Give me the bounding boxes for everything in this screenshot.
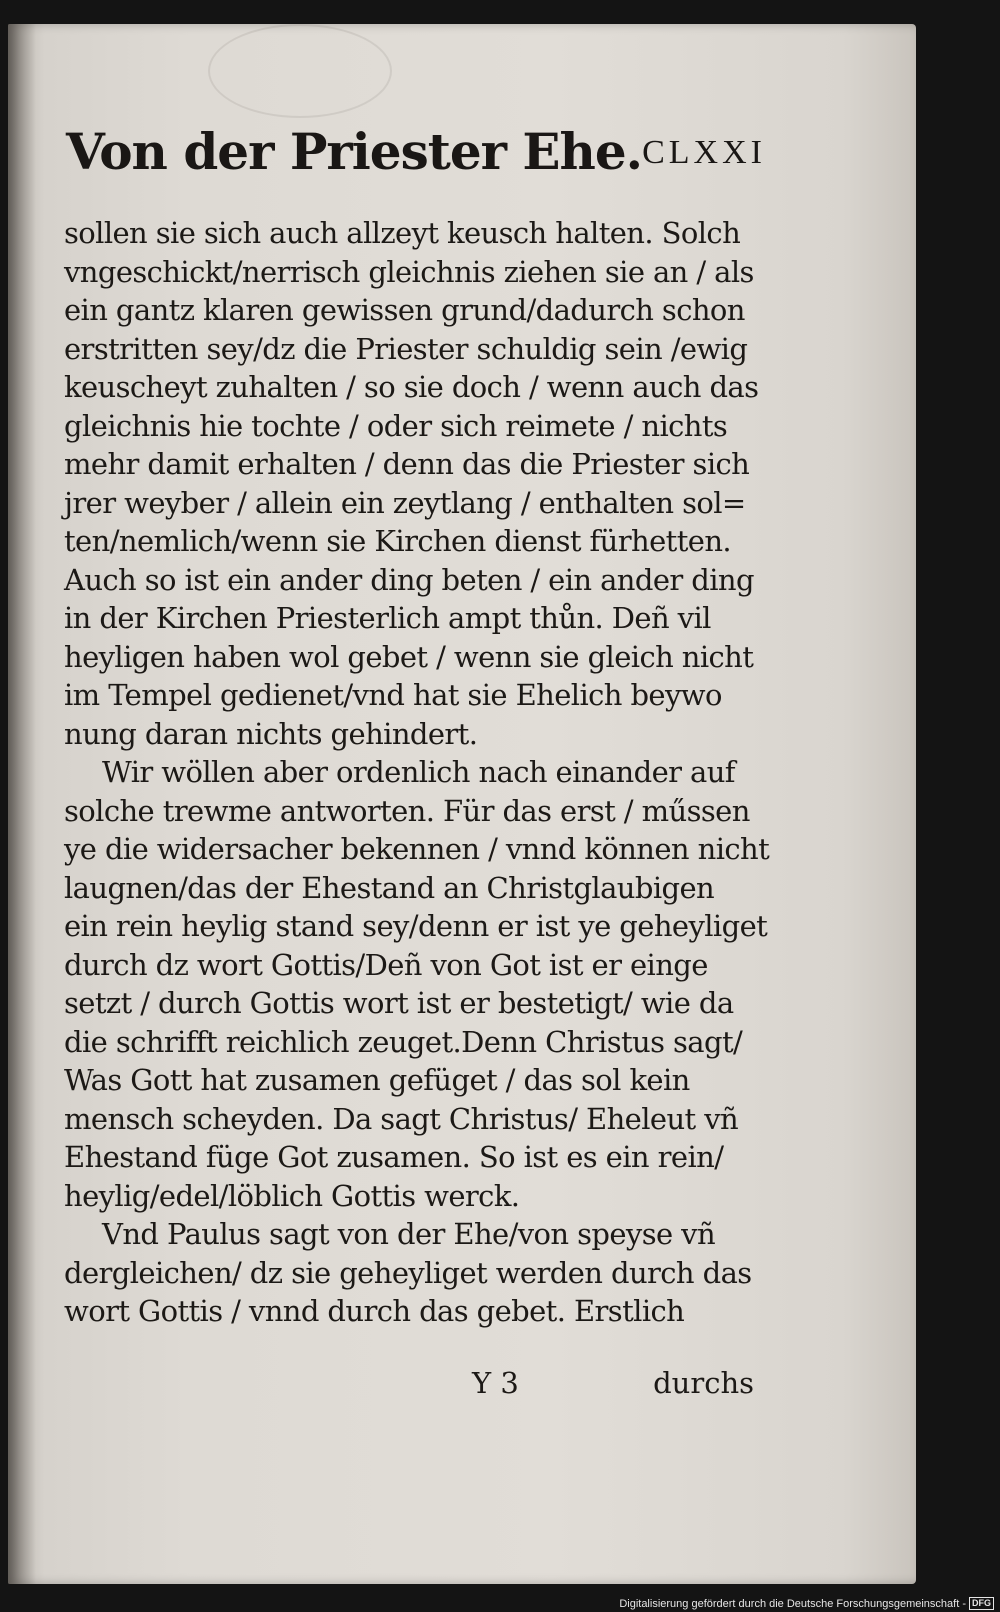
- text-line: jrer weyber / allein ein zeytlang / enthalten sol=: [64, 485, 746, 520]
- book-page: [8, 24, 916, 1584]
- text-line: Was Gott hat zusamen gefüget / das sol kein: [64, 1063, 690, 1097]
- text-line: wort Gottis / vnnd durch das gebet. Erstlich: [64, 1294, 685, 1328]
- text-line: keuscheyt zuhalten / so sie doch / wenn auch das: [64, 370, 759, 404]
- text-line: laugnen/das der Ehestand an Christglaubigen: [64, 870, 715, 905]
- text-line: Auch so ist ein ander ding beten / ein ander ding: [64, 562, 754, 597]
- text-line: ye die widersacher bekennen / vnnd können nicht: [64, 832, 770, 866]
- text-line: mensch scheyden. Da sagt Christus/ Eheleut vñ: [64, 1101, 739, 1136]
- text-line: ein rein heylig stand sey/denn er ist ye geheyliget: [64, 909, 768, 943]
- text-line: im Tempel gedienet/vnd hat sie Ehelich beywo: [64, 678, 722, 712]
- running-head: [66, 122, 766, 202]
- credit-text: Digitalisierung gefördert durch die Deutsche Forschungsgemeinschaft -: [619, 1597, 966, 1610]
- page-foot: [64, 1366, 754, 1406]
- text-line: dergleichen/ dz sie geheyliget werden durch das: [64, 1255, 752, 1290]
- page-gutter-shadow: [8, 24, 36, 1584]
- dfg-logo: DFG: [969, 1597, 994, 1610]
- show-through-stain: [208, 24, 392, 118]
- text-line: ein gantz klaren gewissen grund/dadurch schon: [64, 293, 745, 327]
- text-line: heyligen haben wol gebet / wenn sie gleich nicht: [64, 639, 754, 674]
- text-line: sollen sie sich auch allzeyt keusch halten. Solch: [64, 216, 741, 250]
- text-line: Vnd Paulus sagt von der Ehe/von speyse vñ: [102, 1217, 716, 1251]
- text-line: vngeschickt/nerrisch gleichnis ziehen sie an / als: [64, 254, 754, 289]
- body-text: [64, 214, 770, 1331]
- running-title: Von der Priester Ehe.: [66, 122, 643, 181]
- text-line: solche trewme antworten. Für das erst / műssen: [64, 793, 750, 828]
- text-line: heylig/edel/löblich Gottis werck.: [64, 1178, 520, 1213]
- catchword: durchs: [653, 1366, 754, 1400]
- folio-number: CLXXI: [642, 134, 766, 171]
- text-line: nung daran nichts gehindert.: [64, 716, 478, 751]
- signature-mark: Y 3: [472, 1366, 519, 1400]
- text-line: setzt / durch Gottis wort ist er bestetigt/ wie da: [64, 986, 734, 1020]
- text-line: Ehestand füge Got zusamen. So ist es ein rein/: [64, 1140, 724, 1174]
- text-line: gleichnis hie tochte / oder sich reimete / nichts: [64, 408, 728, 443]
- text-line: durch dz wort Gottis/Deñ von Got ist er einge: [64, 947, 708, 982]
- text-line: mehr damit erhalten / denn das die Priester sich: [64, 447, 750, 481]
- digitization-credit: [619, 1597, 994, 1610]
- text-line: Wir wöllen aber ordenlich nach einander auf: [102, 755, 735, 789]
- text-line: erstritten sey/dz die Priester schuldig sein /ewig: [64, 331, 748, 366]
- text-line: in der Kirchen Priesterlich ampt thůn. Deñ vil: [64, 601, 711, 635]
- text-line: ten/nemlich/wenn sie Kirchen dienst fürhetten.: [64, 524, 732, 558]
- text-line: die schrifft reichlich zeuget.Denn Christus sagt/: [64, 1024, 743, 1059]
